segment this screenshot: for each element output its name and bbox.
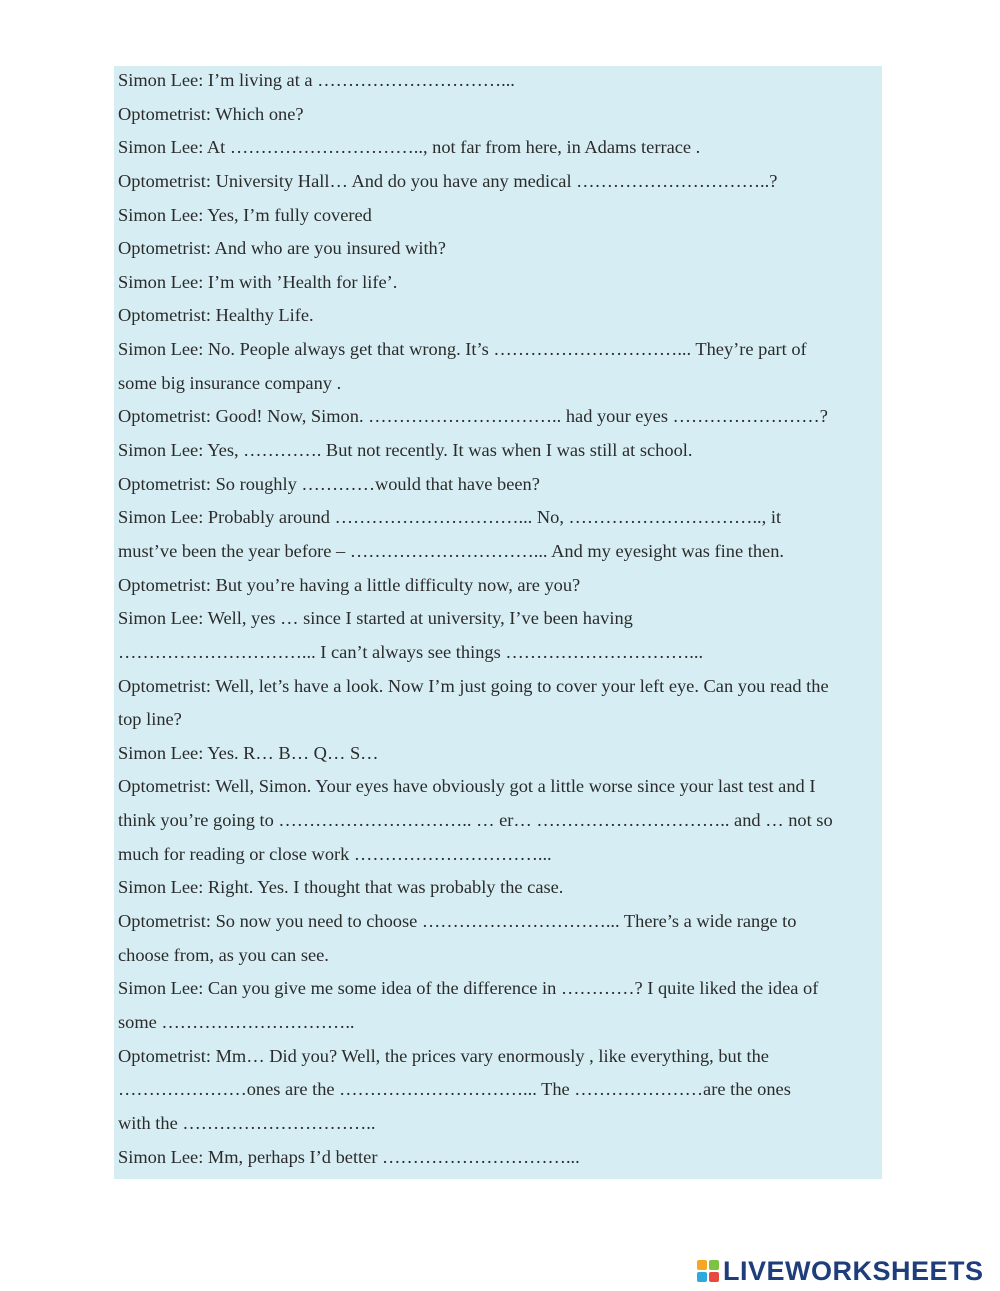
dialogue-line: with the ………………………….. bbox=[118, 1112, 376, 1133]
dialogue-line: top line? bbox=[118, 709, 182, 730]
dialogue-line: Optometrist: Which one? bbox=[118, 103, 304, 124]
dialogue-line: some ………………………….. bbox=[118, 1011, 355, 1032]
dialogue-line: much for reading or close work …………………………... bbox=[118, 843, 552, 864]
dialogue-line: Simon Lee: Yes, …………. But not recently. It was when I was still at school. bbox=[118, 440, 693, 461]
dialogue-line: think you’re going to ………………………….. … er… ………………………….. and … not so bbox=[118, 810, 833, 831]
dialogue-line: Simon Lee: I’m living at a …………………………... bbox=[118, 70, 515, 90]
dialogue-line: Simon Lee: Right. Yes. I thought that was probably the case. bbox=[118, 877, 564, 898]
dialogue-line: Optometrist: But you’re having a little difficulty now, are you? bbox=[118, 574, 581, 595]
dialogue-line: …………………………... I can’t always see things …………………………... bbox=[118, 641, 704, 662]
dialogue-line: Simon Lee: Well, yes … since I started at university, I’ve been having bbox=[118, 608, 633, 629]
dialogue-line: Optometrist: Healthy Life. bbox=[118, 305, 314, 326]
dialogue-line: Simon Lee: No. People always get that wrong. It’s …………………………... They’re part of bbox=[118, 339, 807, 360]
dialogue-line: must’ve been the year before – …………………………... And my eyesight was fine then. bbox=[118, 540, 785, 561]
dialogue-line: Optometrist: And who are you insured with? bbox=[118, 238, 446, 259]
liveworksheets-logo bbox=[697, 1254, 984, 1288]
dialogue-line: Optometrist: So now you need to choose …………………………... There’s a wide range to bbox=[118, 911, 797, 932]
dialogue-line: some big insurance company . bbox=[118, 372, 342, 393]
logo-mark-icon bbox=[697, 1260, 719, 1282]
dialogue-line: …………………ones are the …………………………... The …………………are the ones bbox=[118, 1079, 791, 1100]
logo-square bbox=[697, 1260, 707, 1270]
logo-square bbox=[697, 1272, 707, 1282]
dialogue-line: Optometrist: So roughly …………would that have been? bbox=[118, 473, 540, 494]
dialogue-line: choose from, as you can see. bbox=[118, 944, 329, 965]
dialogue-text bbox=[118, 64, 888, 1174]
logo-square bbox=[709, 1260, 719, 1270]
dialogue-line: Simon Lee: Yes. R… B… Q… S… bbox=[118, 742, 379, 763]
dialogue-line: Optometrist: University Hall… And do you have any medical …………………………..? bbox=[118, 170, 778, 191]
dialogue-line: Optometrist: Well, Simon. Your eyes have obviously got a little worse since your last test and I bbox=[118, 776, 816, 797]
dialogue-line: Simon Lee: At ………………………….., not far from here, in Adams terrace . bbox=[118, 137, 701, 158]
dialogue-line: Simon Lee: Yes, I’m fully covered bbox=[118, 204, 372, 225]
dialogue-line: Simon Lee: I’m with ’Health for life’. bbox=[118, 271, 398, 292]
dialogue-line: Optometrist: Mm… Did you? Well, the prices vary enormously , like everything, but the bbox=[118, 1045, 769, 1066]
dialogue-line: Optometrist: Good! Now, Simon. ………………………….. had your eyes ……………………? bbox=[118, 406, 828, 427]
dialogue-line: Optometrist: Well, let’s have a look. Now I’m just going to cover your left eye. Can you read the bbox=[118, 675, 829, 696]
dialogue-line: Simon Lee: Can you give me some idea of the difference in …………? I quite liked the idea of bbox=[118, 978, 819, 999]
logo-square bbox=[709, 1272, 719, 1282]
dialogue-line: Simon Lee: Mm, perhaps I’d better …………………………... bbox=[118, 1146, 580, 1167]
logo-text: LIVEWORKSHEETS bbox=[723, 1255, 984, 1286]
dialogue-line: Simon Lee: Probably around …………………………... No, ………………………….., it bbox=[118, 507, 782, 528]
